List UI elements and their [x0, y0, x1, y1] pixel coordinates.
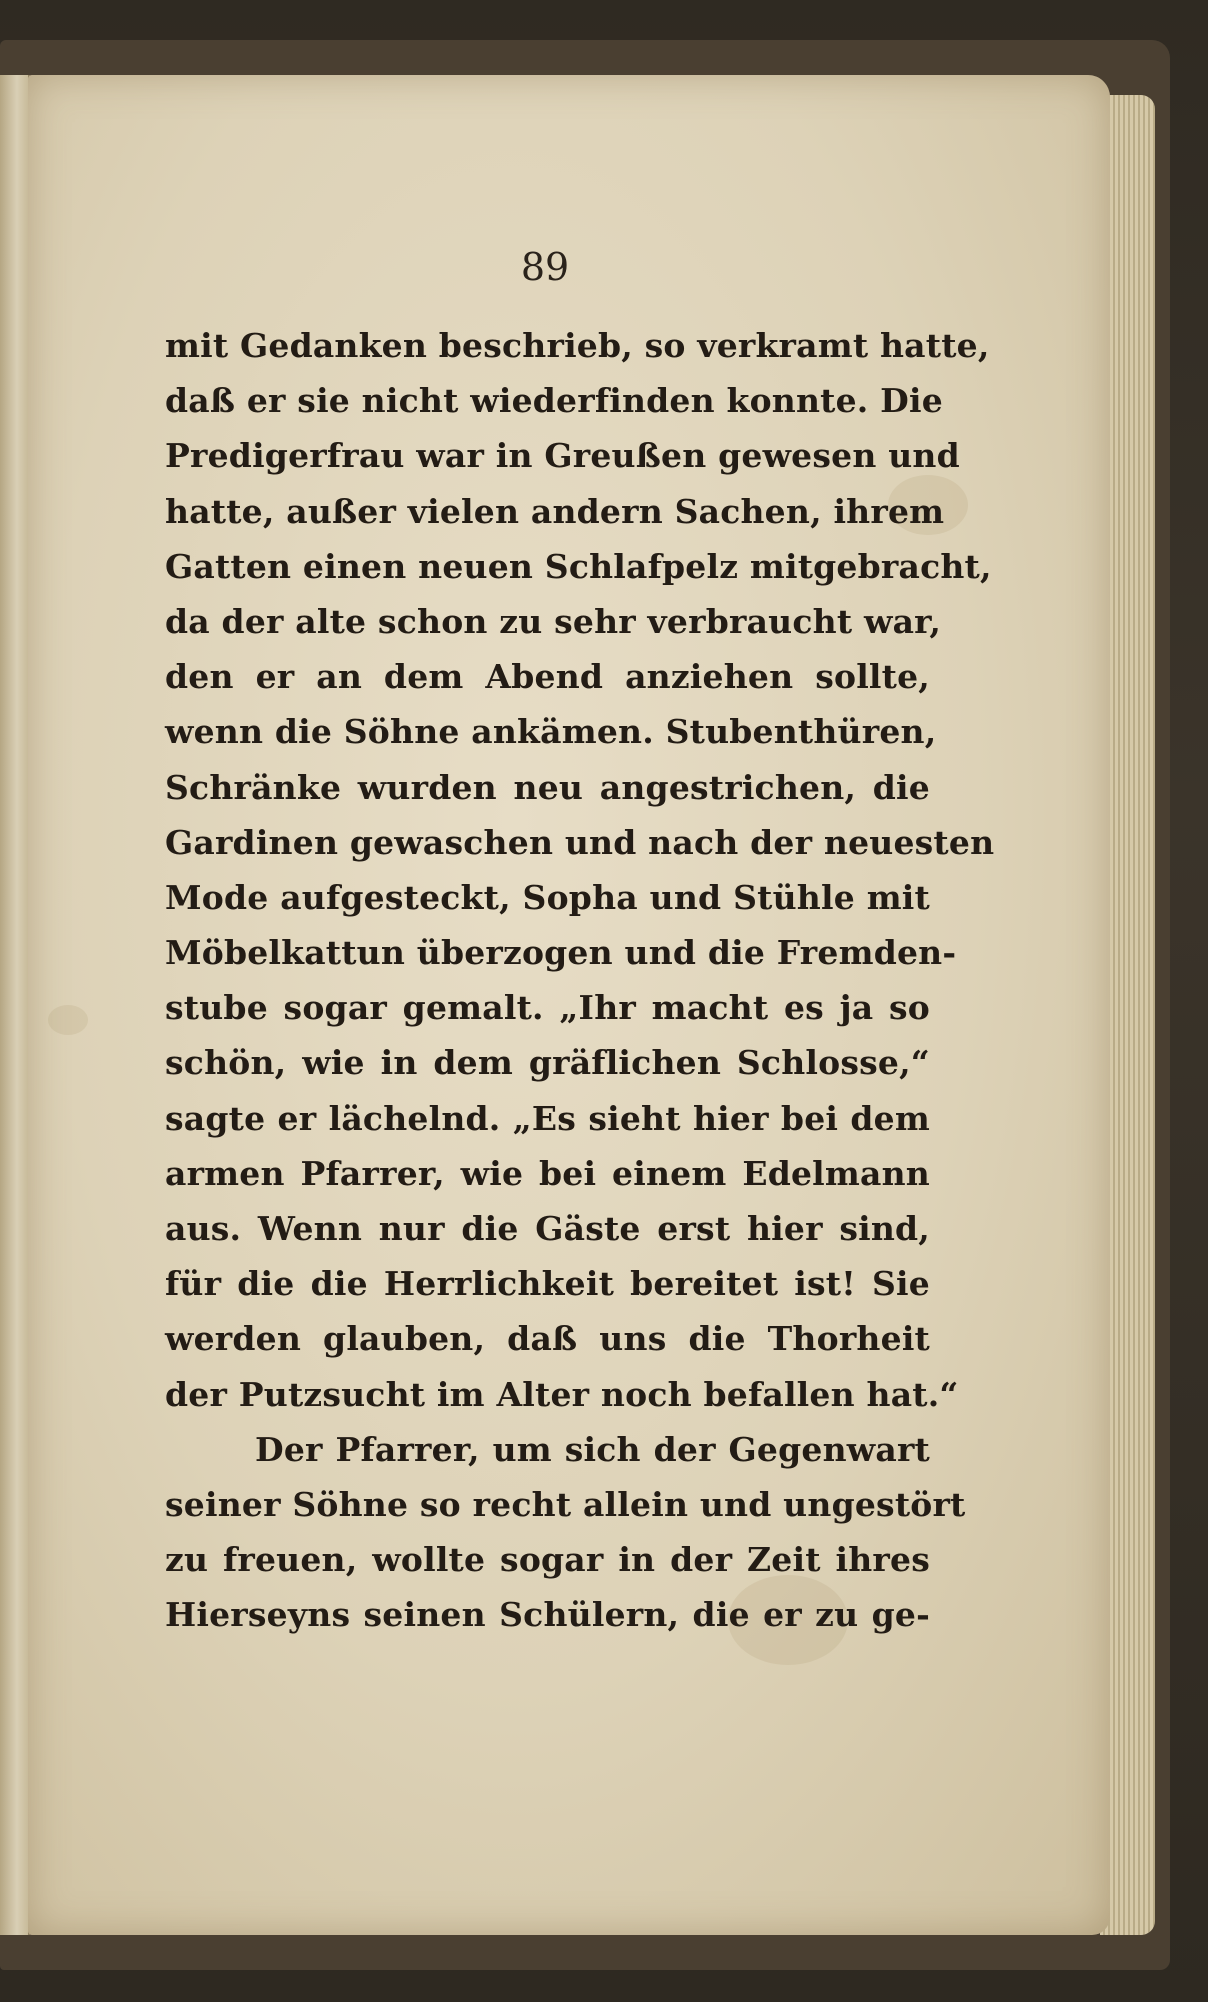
- text-line: den er an dem Abend anziehen sollte,: [165, 657, 930, 697]
- text-line: Predigerfrau war in Greußen gewesen und: [165, 436, 960, 476]
- text-line: für die die Herrlichkeit bereitet ist! Sie: [165, 1264, 930, 1304]
- text-line: da der alte schon zu sehr verbraucht war,: [165, 601, 942, 641]
- text-line: daß er sie nicht wiederfinden konnte. Die: [165, 381, 943, 421]
- text-line: aus. Wenn nur die Gäste erst hier sind,: [165, 1209, 930, 1248]
- text-line: Mode aufgesteckt, Sopha und Stühle mit: [165, 877, 930, 917]
- page-number: 89: [520, 245, 570, 289]
- text-line: der Putzsucht im Alter noch befallen hat.“: [165, 1374, 959, 1414]
- text-line: Gatten einen neuen Schlafpelz mitgebracht,: [165, 546, 992, 586]
- page-stain: [48, 1005, 88, 1035]
- text-line: schön, wie in dem gräflichen Schlosse,“: [165, 1043, 930, 1083]
- text-line: zu freuen, wollte sogar in der Zeit ihres: [165, 1540, 930, 1580]
- text-line: seiner Söhne so recht allein und ungestört: [165, 1484, 966, 1524]
- text-line: armen Pfarrer, wie bei einem Edelmann: [165, 1153, 930, 1193]
- text-line: stube sogar gemalt. „Ihr macht es ja so: [165, 988, 930, 1028]
- text-line: wenn die Söhne ankämen. Stubenthüren,: [165, 712, 937, 752]
- text-line: Schränke wurden neu angestrichen, die: [165, 767, 930, 807]
- text-line: mit Gedanken beschrieb, so verkramt hatte,: [165, 326, 990, 365]
- text-line: Gardinen gewaschen und nach der neuesten: [165, 822, 995, 862]
- text-line: werden glauben, daß uns die Thorheit: [165, 1319, 930, 1359]
- text-line: sagte er lächelnd. „Es sieht hier bei dem: [165, 1098, 930, 1138]
- text-line: Hierseyns seinen Schülern, die er zu ge-: [165, 1595, 930, 1635]
- page-text: [165, 318, 995, 1643]
- text-line: hatte, außer vielen andern Sachen, ihrem: [165, 491, 945, 531]
- text-line: Möbelkattun überzogen und die Fremden-: [165, 933, 957, 973]
- left-page-edge: [0, 75, 30, 1935]
- text-line: Der Pfarrer, um sich der Gegenwart: [255, 1429, 930, 1469]
